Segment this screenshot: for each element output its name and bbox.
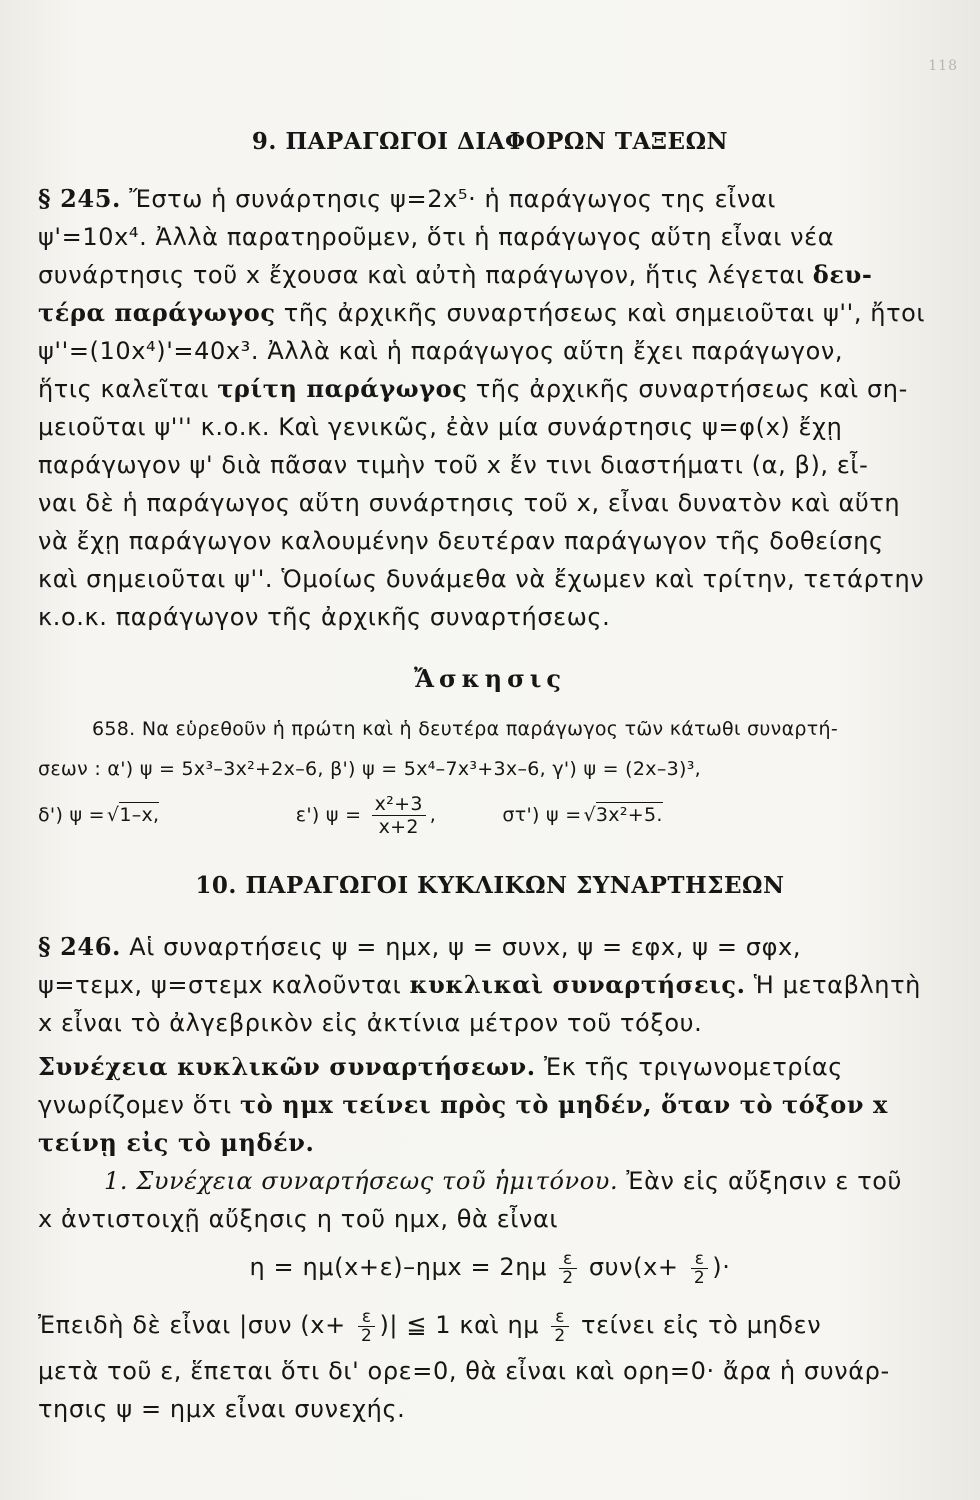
text-line: κ.ο.κ. παράγωγον τῆς ἀρχικῆς συναρτήσεως.	[38, 603, 611, 631]
paragraph-label: § 245.	[38, 184, 121, 213]
text-line	[38, 1128, 908, 1158]
text-line: τησις ψ = ημx εἶναι συνεχής.	[38, 1395, 406, 1423]
equation: η = ημ(x+ε)–ημx = 2ημ $\frac{\varepsilon}{2}$ συν(x+ $\frac{\varepsilon}{2}$ )·	[249, 1248, 731, 1288]
bold-term: τείνῃ εἰς τὸ μηδέν.	[38, 1128, 315, 1157]
text-line: μετὰ τοῦ ε, ἕπεται ὅτι δι' ορε=0, θὰ εἶναι καὶ ορη=0· ἄρα ἡ συνάρ-	[38, 1357, 890, 1385]
text-line: x εἶναι τὸ ἀλγεβρικὸν εἰς ἀκτίνια μέτρον τοῦ τόξου.	[38, 1009, 703, 1037]
radicand: 1–x,	[119, 804, 160, 826]
text-line: ναι δὲ ἡ παράγωγος αὕτη συνάρτησις τοῦ x, εἶναι δυνατὸν καὶ αὕτη	[38, 489, 901, 517]
text-line: 1. Συνέχεια συναρτήσεως τοῦ ἡμιτόνου. Ἐὰν εἰς αὔξησιν ε τοῦ	[104, 1167, 903, 1195]
text-line: μειοῦται ψ''' κ.ο.κ. Καὶ γενικῶς, ἐὰν μία συνάρτησις ψ=φ(x) ἔχῃ	[38, 413, 843, 441]
text-line: ψ'=10x⁴. Ἀλλὰ παρατηροῦμεν, ὅτι ἡ παράγωγος αὕτη εἶναι νέα	[38, 223, 835, 251]
fraction: $\frac{\varepsilon}{2}$	[559, 1250, 576, 1287]
text-line: νὰ ἔχῃ παράγωγον καλουμένην δευτέραν παράγωγον τῆς δοθείσης	[38, 527, 884, 555]
text-line: καὶ σημειοῦται ψ''. Ὁμοίως δυνάμεθα νὰ ἔχωμεν καὶ τρίτην, τετάρτην	[38, 565, 925, 593]
text-line: τέρα παράγωγος τῆς ἀρχικῆς συναρτήσεως καὶ σημειοῦται ψ'', ἤτοι	[38, 298, 926, 327]
bold-term: τέρα παράγωγος	[38, 298, 276, 327]
bold-term: κυκλικαὶ συναρτήσεις.	[409, 970, 746, 999]
text-line: γνωρίζομεν ὅτι τὸ ημx τείνει πρὸς τὸ μηδέν, ὅταν τὸ τόξον x	[38, 1090, 888, 1119]
sqrt-sign: √	[106, 804, 120, 826]
fraction: $\frac{\varepsilon}{2}$	[551, 1308, 568, 1345]
text-line: ψ=τεμx, ψ=στεμx καλοῦνται κυκλικαὶ συναρτήσεις. Ἡ μεταβλητὴ	[38, 970, 921, 999]
fraction: $\frac{\text{x²+3}}{x+2}$	[372, 793, 426, 838]
exercise-line: σεων : α') ψ = 5x³–3x²+2x–6, β') ψ = 5x⁴–7x³+3x–6, γ') ψ = (2x–3)³,	[38, 758, 701, 780]
fraction: $\frac{\varepsilon}{2}$	[691, 1250, 708, 1287]
sqrt-sign: √	[583, 804, 596, 826]
italic-item: 1. Συνέχεια συναρτήσεως τοῦ ἡμιτόνου.	[104, 1167, 619, 1195]
text-line: x ἀντιστοιχῇ αὔξησις η τοῦ ημx, θὰ εἶναι	[38, 1205, 559, 1233]
bold-term: δευ-	[812, 260, 873, 289]
exercise-line: δ') ψ = √1–x, ε') ψ = $\frac{\text{x²+3}}{x+2}$ , στ') ψ = √3x²+5.	[38, 793, 663, 838]
radicand: 3x²+5.	[595, 804, 663, 826]
text-line: συνάρτησις τοῦ x ἔχουσα καὶ αὐτὴ παράγωγον, ἥτις λέγεται δευ-	[38, 260, 873, 289]
section-10-heading: 10. ΠΑΡΑΓΩΓΟΙ ΚΥΚΛΙΚΩΝ ΣΥΝΑΡΤΗΣΕΩΝ	[195, 872, 785, 899]
fraction: $\frac{\varepsilon}{2}$	[358, 1308, 375, 1345]
page-number: 118	[928, 58, 958, 74]
text-line: § 245. Ἔστω ἡ συνάρτησις ψ=2x⁵· ἡ παράγωγος της εἶναι	[38, 184, 777, 213]
exercise-line: 658. Να εὑρεθοῦν ἡ πρώτη καὶ ἡ δευτέρα παράγωγος τῶν κάτωθι συναρτή-	[92, 718, 839, 740]
text-line: ψ''=(10x⁴)'=40x³. Ἀλλὰ καὶ ἡ παράγωγος αὕτη ἔχει παράγωγον,	[38, 337, 844, 365]
text-line: Συνέχεια κυκλικῶν συναρτήσεων. Ἐκ τῆς τριγωνομετρίας	[38, 1052, 843, 1081]
bold-term: τρίτη παράγωγος	[217, 374, 468, 403]
exercise-title: Ἄσκησις	[413, 664, 566, 693]
text-line: παράγωγον ψ' διὰ πᾶσαν τιμὴν τοῦ x ἔν τινι διαστήματι (α, β), εἶ-	[38, 451, 869, 479]
paragraph-label: § 246.	[38, 932, 121, 961]
bold-term: Συνέχεια κυκλικῶν συναρτήσεων.	[38, 1052, 536, 1081]
text-line: ἥτις καλεῖται τρίτη παράγωγος τῆς ἀρχικῆς συναρτήσεως καὶ ση-	[38, 374, 908, 403]
bold-term: τὸ ημx τείνει πρὸς τὸ μηδέν, ὅταν τὸ τόξον x	[239, 1090, 888, 1119]
text-line: Ἐπειδὴ δὲ εἶναι |συν (x+ $\frac{\varepsilon}{2}$ )| ≦ 1 καὶ ημ $\frac{\varepsilon}{2}$ τείνει εἰς τὸ μηδεν	[38, 1306, 822, 1346]
section-9-heading: 9. ΠΑΡΑΓΩΓΟΙ ΔΙΑΦΟΡΩΝ ΤΑΞΕΩΝ	[251, 128, 729, 155]
text-line: § 246. Αἱ συναρτήσεις ψ = ημx, ψ = συνx, ψ = εφx, ψ = σφx,	[38, 932, 802, 961]
